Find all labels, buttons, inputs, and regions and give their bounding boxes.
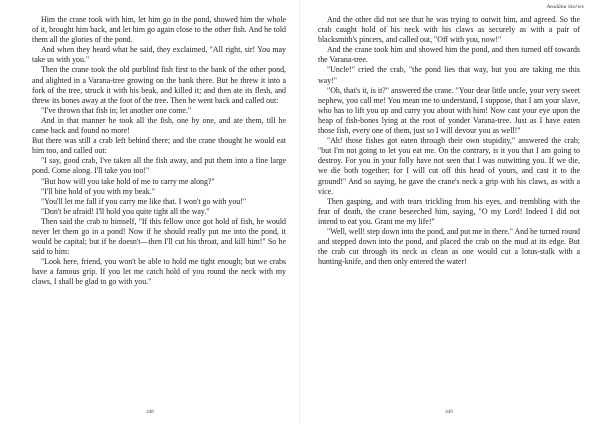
paragraph: Then the crane took the old purblind fish first to the bank of the other pond, and alighted in a Varana-tree growing on the bank there. But he threw it into a fork of the tree, struck it with his beak, and killed it; and then ate its flesh, and threw its bones away at the foot of the tree. Then he went back and called out:	[32, 65, 286, 105]
paragraph: "But how will you take hold of me to carry me along?"	[41, 176, 215, 186]
right-page-text	[318, 15, 580, 267]
paragraph: "Uncle!" cried the crab, "the pond lies that way, but you are taking me this way!"	[318, 65, 580, 85]
paragraph: And the crane took him and showed him the pond, and then turned off towards the Varana-tree.	[318, 45, 580, 65]
paragraph: Then gasping, and with tears trickling from his eyes, and trembling with the fear of death, the crane beseeched him, saying, "O my Lord! Indeed I did not intend to eat you. Grant me my life!"	[318, 196, 580, 226]
paragraph: "Well, well! step down into the pond, and put me in there." And he turned round and stepped down into the pond, and placed the crab on the mud at its edge. But the crab cut through its neck as clean as one would cut a lotus-stalk with a hunting-knife, and then only entered the water!	[318, 226, 580, 267]
left-page-text	[32, 15, 286, 288]
paragraph: And when they heard what he said, they exclaimed, "All right, sir! You may take us with you."	[32, 45, 286, 65]
paragraph: "I've thrown that fish in; let another one come."	[41, 105, 192, 115]
paragraph: Him the crane took with him, let him go in the pond, showed him the whole of it, brought him back, and let him go again close to the other fish. And he told them all the glories of the pond.	[32, 15, 286, 45]
paragraph: "Oh, that's it, is it?" answered the crane. "Your dear little uncle, your very sweet nephew, you call me! You mean me to understand, I suppose, that I am your slave, who has to lift you up and carry you about with him! Now cast your eye upon the heap of fish-bones lying at the root of yonder Varana-tree. Just as I have eaten those fish, every one of them, just so I will devour you as well!"	[318, 85, 580, 136]
paragraph: Then said the crab to himself, "If this fellow once got hold of fish, he would never let them go in a pond! Now if he should really put me into the pond, it would be capital; but if he doesn't—then I'll cut his throat, and kill him!" So he said to him:	[32, 216, 286, 257]
paragraph: "I say, good crab, I've taken all the fish away, and put them into a fine large pond. Come along. I'll take you too!"	[32, 156, 286, 176]
paragraph: And in that manner he took all the fish, one by one, and ate them, till he came back and found no more!	[32, 115, 286, 136]
paragraph: And the other did not see that he was trying to outwit him, and agreed. So the crab caught hold of his neck with his claws as securely as with a pair of blacksmith's pincers, and called out, "Off with you, now!"	[318, 15, 580, 45]
right-page	[300, 0, 600, 424]
paragraph: But there was still a crab left behind there; and the crane thought he would eat him too, and called out:	[32, 136, 286, 156]
page-number: 449	[445, 410, 453, 415]
paragraph: "You'll let me fall if you carry me like that. I won't go with you!"	[41, 196, 247, 206]
paragraph: "I'll bite hold of you with my beak."	[41, 186, 155, 196]
running-head: Avadāna Stories	[546, 4, 584, 10]
page-number: 448	[146, 410, 154, 415]
paragraph: "Look here, friend, you won't be able to hold me tight enough; but we crabs have a famous grip. If you let me catch hold of you round the neck with my claws, I shall be glad to go with you."	[32, 257, 286, 287]
paragraph: "Don't be afraid! I'll hold you quite tight all the way."	[41, 206, 210, 216]
paragraph: "Ah! those fishes got eaten through their own stupidity," answered the crab; "but I'm not going to let you eat me. On the contrary, is it you that I am going to destroy. For you in your folly have not seen that I was outwitting you. If we die, we die both together; for I will cut off this head of yours, and cast it to the ground!" And so saying, he gave the crane's neck a grip with his claws, as with a vice.	[318, 136, 580, 196]
